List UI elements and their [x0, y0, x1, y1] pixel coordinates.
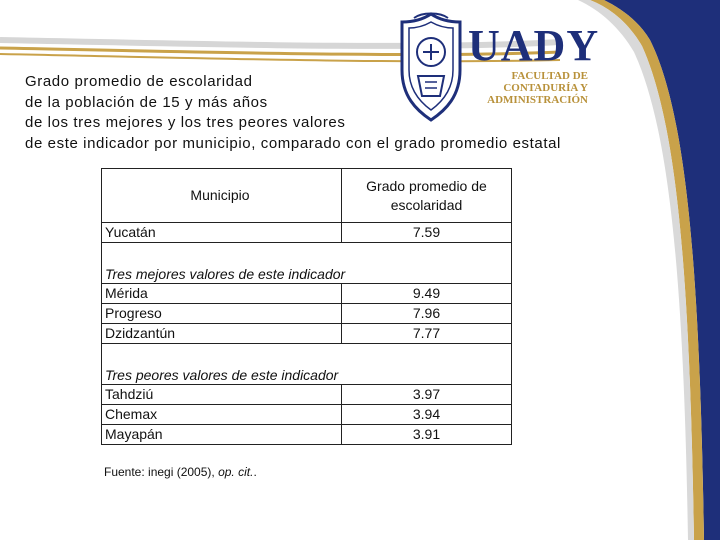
title-line-3: de los tres mejores y los tres peores valores	[25, 114, 346, 131]
state-name: Yucatán	[102, 223, 342, 243]
table-row	[102, 425, 512, 445]
schooling-table	[101, 168, 512, 445]
title-line-1: Grado promedio de escolaridad	[25, 73, 253, 90]
uady-wordmark: UADY	[468, 21, 600, 70]
title-line-4: de este indicador por municipio, comparado con el grado promedio estatal	[25, 134, 561, 152]
best-name-2: Progreso	[102, 304, 342, 324]
worst-value-3: 3.91	[342, 425, 512, 445]
best-name-1: Mérida	[102, 284, 342, 304]
table-row	[102, 304, 512, 324]
best-value-3: 7.77	[342, 324, 512, 344]
worst-value-1: 3.97	[342, 385, 512, 405]
title-line-2: de la población de 15 y más años	[25, 93, 268, 111]
state-row	[102, 223, 512, 243]
faculty-line-3: ADMINISTRACIÓN	[487, 94, 588, 106]
worst-section-label: Tres peores valores de este indicador	[102, 364, 512, 385]
best-section-label-row	[102, 263, 512, 284]
worst-name-1: Tahdziú	[102, 385, 342, 405]
table-header-row	[102, 169, 512, 223]
header-municipio: Municipio	[102, 169, 342, 223]
best-name-3: Dzidzantún	[102, 324, 342, 344]
best-section-label: Tres mejores valores de este indicador	[102, 263, 512, 284]
source-note: Fuente: inegi (2005), op. cit..	[104, 465, 257, 479]
header-grado: Grado promedio de escolaridad	[342, 169, 512, 223]
state-value: 7.59	[342, 223, 512, 243]
source-prefix: Fuente: inegi (2005),	[104, 465, 219, 479]
worst-section-label-row	[102, 364, 512, 385]
spacer-row	[102, 243, 512, 264]
spacer-row	[102, 344, 512, 365]
worst-name-3: Mayapán	[102, 425, 342, 445]
faculty-line-1: FACULTAD DE	[511, 70, 588, 82]
table-row	[102, 284, 512, 304]
worst-name-2: Chemax	[102, 405, 342, 425]
table-row	[102, 385, 512, 405]
best-value-1: 9.49	[342, 284, 512, 304]
faculty-line-2: CONTADURÍA Y	[503, 82, 588, 94]
source-italic: op. cit.	[218, 465, 254, 479]
table-row	[102, 324, 512, 344]
table-row	[102, 405, 512, 425]
worst-value-2: 3.94	[342, 405, 512, 425]
best-value-2: 7.96	[342, 304, 512, 324]
slide-title	[25, 72, 625, 154]
